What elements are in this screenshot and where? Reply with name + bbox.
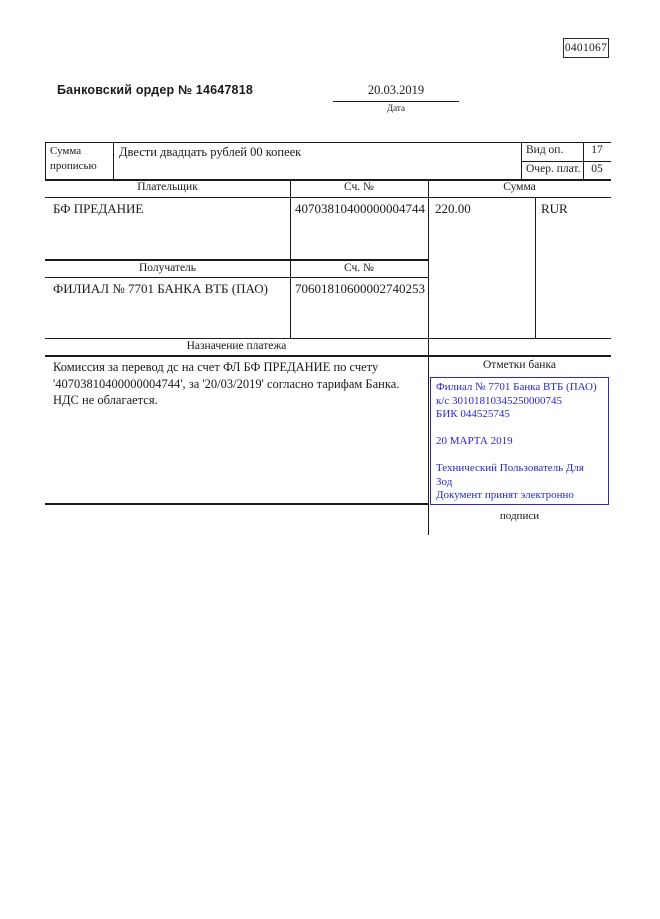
purpose-header-rule [45,355,611,357]
payer-name: БФ ПРЕДАНИЕ [53,201,144,216]
bank-electronic-stamp [430,377,609,505]
stamp-line: Зод [436,475,453,488]
words-cell-left-border [45,142,46,179]
stamp-line: БИК 044525745 [436,408,510,420]
purpose-header: Назначение платежа [186,340,287,352]
amount-column-divider [428,179,429,535]
op-type-left-border [521,142,522,179]
amount-in-words-value: Двести двадцать рублей 00 копеек [119,145,302,159]
stamp-line: Технический Пользователь Для [436,462,584,474]
stamp-line [436,422,603,436]
payment-priority-label: Очер. плат. [526,163,581,175]
header2-bottom-rule [45,277,428,278]
table-rule-top [45,142,611,143]
signatures-caption: подписи [499,510,540,522]
amount-value: 220.00 [435,201,471,216]
header1-bottom-rule [45,197,611,198]
stamp-line: к/с 30101810345250000745 [436,394,563,407]
account-column-divider [290,179,291,338]
amount-header: Сумма [503,181,536,193]
document-title: Банковский ордер № 14647818 [57,83,254,97]
operation-type-label: Вид оп. [526,144,564,156]
currency-code: RUR [541,201,568,216]
payer-bottom-rule [45,259,428,261]
document-date: 20.03.2019 [333,83,459,102]
payee-account-header: Сч. № [343,262,375,274]
amount-in-words-label: Сумма прописью [50,145,97,172]
words-cell-divider [113,142,114,179]
form-code-box: 0401067 [563,38,609,58]
date-caption: Дата [387,103,405,113]
purpose-bottom-rule [45,503,428,505]
payer-header: Плательщик [137,181,198,193]
payee-bottom-rule [45,338,611,339]
stamp-line: Филиал № 7701 Банка ВТБ (ПАО) [436,381,597,393]
payee-header: Получатель [138,262,197,274]
payer-account-header: Сч. № [343,181,375,193]
operation-type-value: 17 [591,144,603,156]
stamp-line [436,449,603,463]
stamp-line: 20 МАРТА 2019 [436,435,513,447]
currency-column-divider [535,197,536,338]
payee-name: ФИЛИАЛ № 7701 БАНКА ВТБ (ПАО) [53,281,268,296]
order-table [45,142,611,536]
purpose-text: Комиссия за перевод дс на счет ФЛ БФ ПРЕДАНИЕ по счету '40703810400000004744', за '20/03/2019' согласно тарифам Банка. НДС не облагается. [53,360,400,407]
op-type-divider [521,161,611,162]
payment-priority-value: 05 [591,163,603,175]
bank-marks-header: Отметки банка [483,359,556,371]
stamp-line: Документ принят электронно [436,489,574,501]
payee-account-number: 70601810600002740253 [295,281,425,296]
payer-account-number: 40703810400000004744 [295,201,425,216]
